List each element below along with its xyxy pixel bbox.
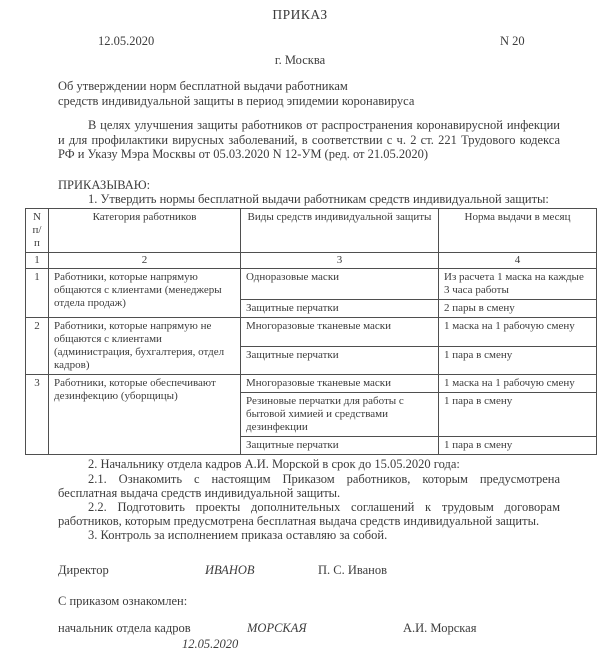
order-point-2: 2. Начальнику отдела кадров А.И. Морской в срок до 15.05.2020 года:	[88, 457, 460, 472]
row1-category: Работники, которые напрямую общаются с клиентами (менеджеры отдела продаж)	[49, 269, 241, 318]
order-point-3: 3. Контроль за исполнением приказа оставляю за собой.	[88, 528, 388, 543]
col-header-ppe-type: Виды средств индивидуальной защиты	[241, 209, 439, 253]
row2-number: 2	[26, 318, 49, 375]
row1-item2-norm: 2 пары в смену	[439, 300, 597, 318]
date-number-row	[0, 34, 600, 48]
row2-item1-type: Многоразовые тканевые маски	[241, 318, 439, 347]
table-row	[26, 269, 597, 300]
order-word: ПРИКАЗЫВАЮ:	[58, 178, 151, 193]
director-signature-row	[0, 563, 600, 577]
row2-item1-norm: 1 маска на 1 рабочую смену	[439, 318, 597, 347]
order-point-1: 1. Утвердить нормы бесплатной выдачи работникам средств индивидуальной защиты:	[88, 192, 549, 207]
subject-line-2: средств индивидуальной защиты в период эпидемии коронавируса	[58, 93, 415, 108]
row1-item1-type: Одноразовые маски	[241, 269, 439, 300]
order-point-2-2: 2.2. Подготовить проекты дополнительных соглашений к трудовым договорам работников, которым предусмотрена бесплатная выдача средств индивидуальной защиты.	[58, 500, 560, 529]
document-date: 12.05.2020	[98, 34, 155, 49]
row1-item2-type: Защитные перчатки	[241, 300, 439, 318]
column-numbers-row	[26, 253, 597, 269]
column-number-2: 2	[49, 253, 241, 269]
row3-item1-norm: 1 маска на 1 рабочую смену	[439, 375, 597, 393]
hr-title: начальник отдела кадров	[58, 620, 191, 635]
table-row	[26, 375, 597, 393]
row3-item1-type: Многоразовые тканевые маски	[241, 375, 439, 393]
director-signature: ИВАНОВ	[205, 562, 255, 577]
col-header-category: Категория работников	[49, 209, 241, 253]
document-title: ПРИКАЗ	[272, 7, 328, 22]
order-point-2-1: 2.1. Ознакомить с настоящим Приказом работников, которым предусмотрена бесплатная выдача средств индивидуальной защиты.	[58, 471, 560, 500]
director-name: П. С. Иванов	[318, 562, 388, 577]
col-header-norm: Норма выдачи в месяц	[439, 209, 597, 253]
acknowledged-label: С приказом ознакомлен:	[58, 593, 188, 608]
document-city: г. Москва	[274, 53, 326, 68]
column-number-3: 3	[241, 253, 439, 269]
director-title: Директор	[58, 562, 109, 577]
table-header-row	[26, 209, 597, 253]
row2-item2-type: Защитные перчатки	[241, 346, 439, 375]
row1-number: 1	[26, 269, 49, 318]
column-number-4: 4	[439, 253, 597, 269]
hr-signature-row	[0, 621, 600, 635]
col-header-number: N п/п	[26, 209, 49, 253]
hr-signature: МОРСКАЯ	[247, 620, 307, 635]
column-number-1: 1	[26, 253, 49, 269]
document-number: N 20	[500, 34, 525, 49]
row2-item2-norm: 1 пара в смену	[439, 346, 597, 375]
hr-name: А.И. Морская	[403, 620, 477, 635]
ppe-norms-table	[25, 208, 597, 455]
subject-line-1: Об утверждении норм бесплатной выдачи работникам	[58, 79, 348, 94]
row3-item3-type: Защитные перчатки	[241, 437, 439, 455]
row1-item1-norm: Из расчета 1 маска на каждые 3 часа работы	[439, 269, 597, 300]
row3-item2-type: Резиновые перчатки для работы с бытовой химией и средствами дезинфекции	[241, 393, 439, 437]
row3-number: 3	[26, 375, 49, 455]
row3-item2-norm: 1 пара в смену	[439, 393, 597, 437]
preamble-paragraph: В целях улучшения защиты работников от распространения коронавирусной инфекции и для профилактики вирусных заболеваний, в соответствии с ч. 2 ст. 221 Трудового кодекса РФ и Указу Мэра Москвы от 05.03.2020 N 12-УМ (ред. от 21.05.2020)	[58, 118, 560, 161]
row2-category: Работники, которые напрямую не общаются с клиентами (администрация, бухгалтерия, отдел кадров)	[49, 318, 241, 375]
table-row	[26, 318, 597, 347]
row3-category: Работники, которые обеспечивают дезинфекцию (уборщицы)	[49, 375, 241, 455]
row3-item3-norm: 1 пара в смену	[439, 437, 597, 455]
hr-signature-date: 12.05.2020	[182, 636, 239, 651]
document-subject	[58, 79, 560, 108]
